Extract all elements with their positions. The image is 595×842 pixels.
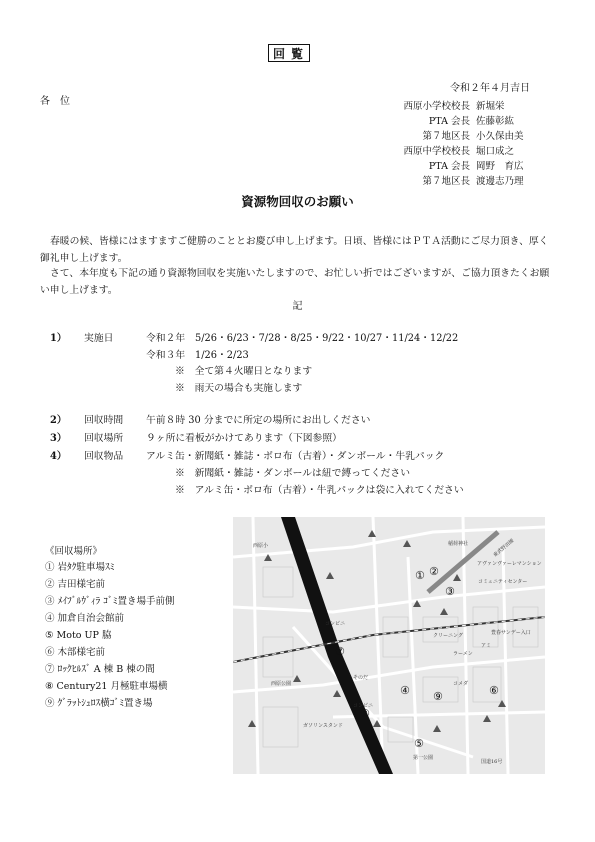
request-paragraph: さて、本年度も下記の通り資源物回収を実施いたしますので、お忙しい折ではございますが、ご協力頂きたくお願い申し上げます。 xyxy=(40,268,550,296)
location-item: ③ ﾒｲﾌﾞﾙｳﾞｨﾗ ｺﾞﾐ置き場手前側 xyxy=(45,596,175,607)
marker-9: ⑨ xyxy=(433,690,443,703)
signer-role: 第７地区長 xyxy=(422,176,470,187)
item-label: 回収場所 xyxy=(84,433,124,444)
schedule-note: ※ 全て第４火曜日となります xyxy=(175,366,313,377)
signer-name: 堀口成之 xyxy=(476,146,515,157)
locations-heading: 《回収場所》 xyxy=(45,546,103,557)
map-label: アヴァンヴァーレマンション xyxy=(477,561,542,567)
location-item: ① 岩ﾀｸ駐車場ｽﾐ xyxy=(45,562,115,573)
item-text: ９ヶ所に看板がかけてあります（下図参照） xyxy=(146,433,342,444)
marker-4: ④ xyxy=(400,684,410,697)
item-label: 回収時間 xyxy=(84,415,124,426)
signer-name: 小久保由美 xyxy=(476,131,524,142)
map-label: コンビニ xyxy=(325,621,346,627)
item-text: 午前８時 30 分までに所定の場所にお出しください xyxy=(146,415,371,426)
item-label: 実施日 xyxy=(84,333,114,344)
map-label: コミュニティセンター xyxy=(478,579,528,585)
item-number: 2） xyxy=(50,415,67,426)
item-number: 4） xyxy=(50,451,67,462)
location-item: ⑨ ｸﾞﾗｯﾄｼｭﾛｽ横ｺﾞﾐ置き場 xyxy=(45,698,153,709)
map-label: 稲荷神社 xyxy=(448,541,469,547)
signer-name: 新堀栄 xyxy=(476,101,505,112)
marker-3: ③ xyxy=(445,585,455,598)
map-label: コメダ xyxy=(453,681,469,687)
marker-6: ⑥ xyxy=(489,684,499,697)
map-label: 西原小 xyxy=(253,543,269,549)
location-item: ⑤ Moto UP 脇 xyxy=(45,630,112,641)
location-item: ⑦ ﾛｯｸﾋﾙｽﾞ A 棟 B 棟の間 xyxy=(45,664,155,675)
map-label: コンビニ xyxy=(353,703,374,709)
map-label: クリーニング xyxy=(433,633,463,639)
signer-name: 佐藤彰紘 xyxy=(476,116,515,127)
location-item: ② 吉田様宅前 xyxy=(45,579,106,590)
subject-heading: 資源物回収のお願い xyxy=(241,194,354,209)
item-number: 1） xyxy=(50,333,67,344)
signer-name: 渡邊志乃理 xyxy=(476,176,524,187)
signer-list xyxy=(360,99,540,189)
schedule-2020: 令和２年 5/26・6/23・7/28・8/25・9/22・10/27・11/24・12/22 xyxy=(146,333,459,344)
map-label: ガソリンスタンド xyxy=(303,723,343,729)
map-label: 西原公園 xyxy=(271,681,292,687)
locations-list xyxy=(45,559,175,712)
item-note: ※ 新聞紙・雑誌・ダンボールは紐で縛ってください xyxy=(175,468,411,479)
circular-title: 回覧 xyxy=(268,44,310,62)
marker-8: ⑧ xyxy=(360,707,370,720)
issue-date: 令和２年４月吉日 xyxy=(450,83,530,94)
marker-2: ② xyxy=(429,565,439,578)
signer-role: 西原中学校校長 xyxy=(403,146,470,157)
signer-role: 第７地区長 xyxy=(422,131,470,142)
signer-row xyxy=(360,174,540,189)
marker-1: ① xyxy=(415,569,425,582)
map-label: 東武野田線 xyxy=(492,537,516,559)
collection-map xyxy=(233,517,545,774)
signer-row xyxy=(360,144,540,159)
item-text: アルミ缶・新聞紙・雑誌・ボロ布（古着）・ダンボール・牛乳パック xyxy=(146,451,445,462)
map-label: 豊春サンデー入口 xyxy=(491,630,531,636)
signer-role: PTA 会長 xyxy=(428,161,470,172)
location-item: ⑥ 木部様宅前 xyxy=(45,647,106,658)
map-label: 国道16号 xyxy=(481,759,503,765)
schedule-note: ※ 雨天の場合も実施します xyxy=(175,383,303,394)
item-note: ※ アルミ缶・ボロ布（古着）・牛乳パックは袋に入れてください xyxy=(175,485,464,496)
signer-row xyxy=(360,129,540,144)
signer-row xyxy=(360,114,540,129)
addressee: 各 位 xyxy=(40,96,70,107)
location-item: ④ 加倉自治会館前 xyxy=(45,613,125,624)
signer-row xyxy=(360,159,540,174)
item-label: 回収物品 xyxy=(84,451,124,462)
marker-5: ⑤ xyxy=(414,737,424,750)
map-label: そのだ xyxy=(353,675,369,681)
map-label: ラーメン xyxy=(453,651,473,657)
item-number: 3） xyxy=(50,433,67,444)
map-label: 第一公園 xyxy=(413,755,434,761)
schedule-2021: 令和３年 1/26・2/23 xyxy=(146,350,249,361)
ki-marker: 記 xyxy=(292,301,303,312)
signer-name: 岡野 育広 xyxy=(476,161,524,172)
signer-role: PTA 会長 xyxy=(428,116,470,127)
map-label: アミ xyxy=(481,643,492,649)
location-item: ⑧ Century21 月極駐車場横 xyxy=(45,681,168,692)
marker-7: ⑦ xyxy=(335,645,345,658)
signer-role: 西原小学校校長 xyxy=(403,101,470,112)
signer-row xyxy=(360,99,540,114)
greeting-paragraph: 春暖の候、皆様にはますますご健勝のこととお慶び申し上げます。日頃、皆様にはＰＴＡ活動にご尽力頂き、厚く御礼申し上げます。 xyxy=(40,236,549,264)
